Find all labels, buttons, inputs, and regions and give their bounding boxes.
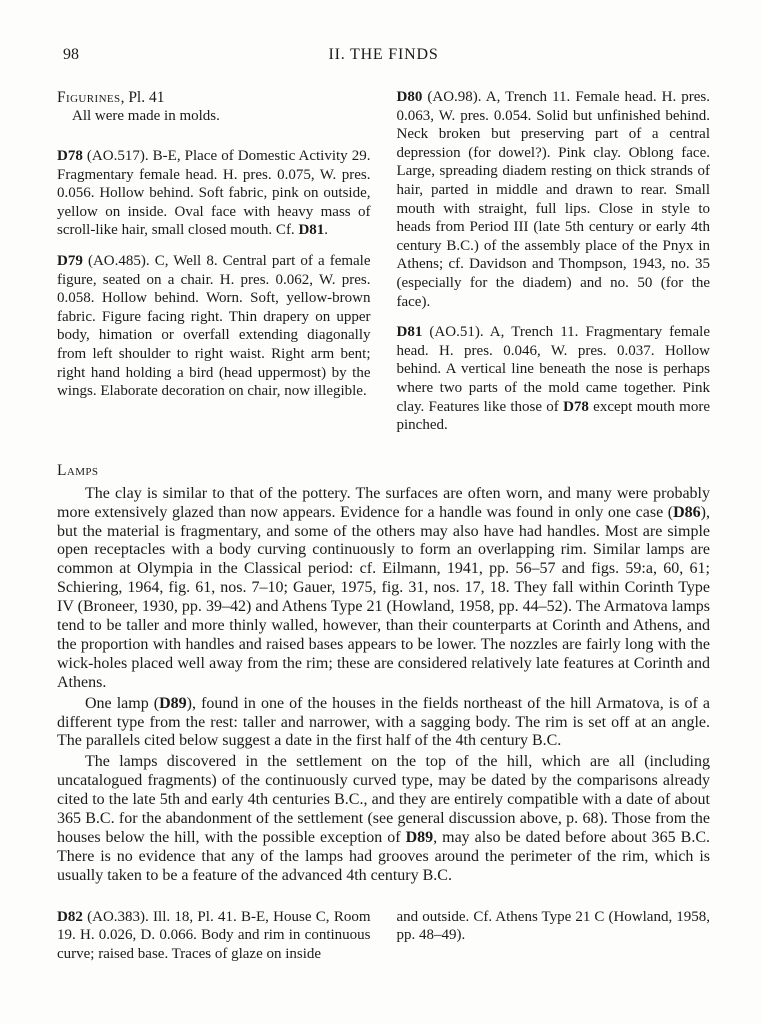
catalogue-entry-d78: D78 (AO.517). B-E, Place of Domestic Activity 29. Fragmentary female head. H. pres. 0.075, W. pres. 0.056. Hollow behind. Soft fabric, pink on outside, yellow on inside. Oval face with heavy mass of scroll-like hair, small closed mouth. Cf. D81.: [57, 148, 371, 239]
figurines-section: [57, 88, 710, 435]
figurines-note: All were made in molds.: [72, 108, 220, 124]
figurines-left-column: [57, 88, 371, 435]
catalogue-entry-d82-left: D82 (AO.383). Ill. 18, Pl. 41. B-E, House C, Room 19. H. 0.026, D. 0.066. Body and rim in continuous curve; raised base. Traces of glaze on inside: [57, 908, 371, 962]
page-number: 98: [63, 46, 79, 63]
d82-left-column: [57, 908, 371, 964]
catalogue-entry-d82-right: and outside. Cf. Athens Type 21 C (Howland, 1958, pp. 48–49).: [396, 908, 710, 944]
lamps-paragraph-1: The clay is similar to that of the pottery. The surfaces are often worn, and many were probably more extensively glazed than now appears. Evidence for a handle was found in only one case (D86), but the material is fragmentary, and some of the others may also have had handles. Most are simple open receptacles with a body curving continuously to form an overlapping rim. Similar lamps are common at Olympia in the Classical period: cf. Eilmann, 1941, pp. 56–57 and figs. 59:a, 60, 61; Schiering, 1964, fig. 61, nos. 7–10; Gauer, 1975, fig. 31, nos. 17, 18. They fall within Corinth Type IV (Broneer, 1930, pp. 39–42) and Athens Type 21 (Howland, 1958, pp. 44–52). The Armatova lamps tend to be taller and more thinly walled, however, than their counterparts at Corinth and Athens, and the proportion with handles and raised bases appears to be lower. The nozzles are fairly long with the wick-holes placed well away from the rim; these are considered relatively late features at Corinth and Athens.: [57, 484, 710, 691]
lamps-paragraph-2: One lamp (D89), found in one of the houses in the fields northeast of the hill Armatova, is of a different type from the rest: taller and narrower, with a sagging body. The rim is set off at an angle. The parallels cited below suggest a date in the first half of the 4th century B.C.: [57, 694, 710, 750]
catalogue-entry-d80: D80 (AO.98). A, Trench 11. Female head. H. pres. 0.063, W. pres. 0.054. Solid but unfinished behind. Neck broken but preserving part of a central depression (for dowel?). Pink clay. Oblong face. Large, spreading diadem resting on thick strands of hair, parted in middle and drawn to rear. Small mouth with straight, full lips. Close in style to heads from Period III (late 5th century or early 4th century B.C.) of the assembly place of the Pnyx in Athens; cf. Davidson and Thompson, 1943, no. 35 (especially for the diadem) and no. 50 (for the face).: [396, 89, 710, 310]
lamps-heading: Lamps: [57, 461, 99, 479]
figurines-heading-plate: , Pl. 41: [120, 89, 165, 106]
figurines-right-column: [397, 88, 711, 435]
lamps-paragraph-3: The lamps discovered in the settlement on the top of the hill, which are all (including uncatalogued fragments) of the continuously curved type, may be dated by the comparisons already cited to the late 5th and early 4th centuries B.C., and they are entirely compatible with a date of about 365 B.C. for the abandonment of the settlement (see general discussion above, p. 68). Those from the houses below the hill, with the possible exception of D89, may also be dated before about 365 B.C. There is no evidence that any of the lamps had grooves around the perimeter of the rim, which is usually taken to be a feature of the advanced 4th century B.C.: [57, 753, 710, 884]
running-head-title: II. THE FINDS: [328, 46, 439, 63]
catalogue-entry-d79: D79 (AO.485). C, Well 8. Central part of a female figure, seated on a chair. H. pres. 0.062, W. pres. 0.058. Hollow behind. Worn. Soft, yellow-brown fabric. Figure facing right. Thin drapery on upper body, himation or overfall extending diagonally from left shoulder to right waist. Right arm bent; right hand holding a bird (head uppermost) by the wings. Elaborate decoration on chair, now illegible.: [57, 252, 371, 400]
figurines-heading: [57, 88, 371, 107]
lamps-section: [57, 461, 710, 886]
running-header: [57, 46, 710, 66]
catalogue-entry-d81: D81 (AO.51). A, Trench 11. Fragmentary female head. H. pres. 0.046, W. pres. 0.037. Hollow behind. A vertical line beneath the nose is perhaps where two parts of the mold came together. Pink clay. Features like those of D78 except mouth more pinched.: [396, 324, 710, 434]
figurines-heading-name: Figurines: [57, 89, 121, 106]
d82-right-column: [397, 908, 711, 964]
d82-section: [57, 908, 710, 964]
